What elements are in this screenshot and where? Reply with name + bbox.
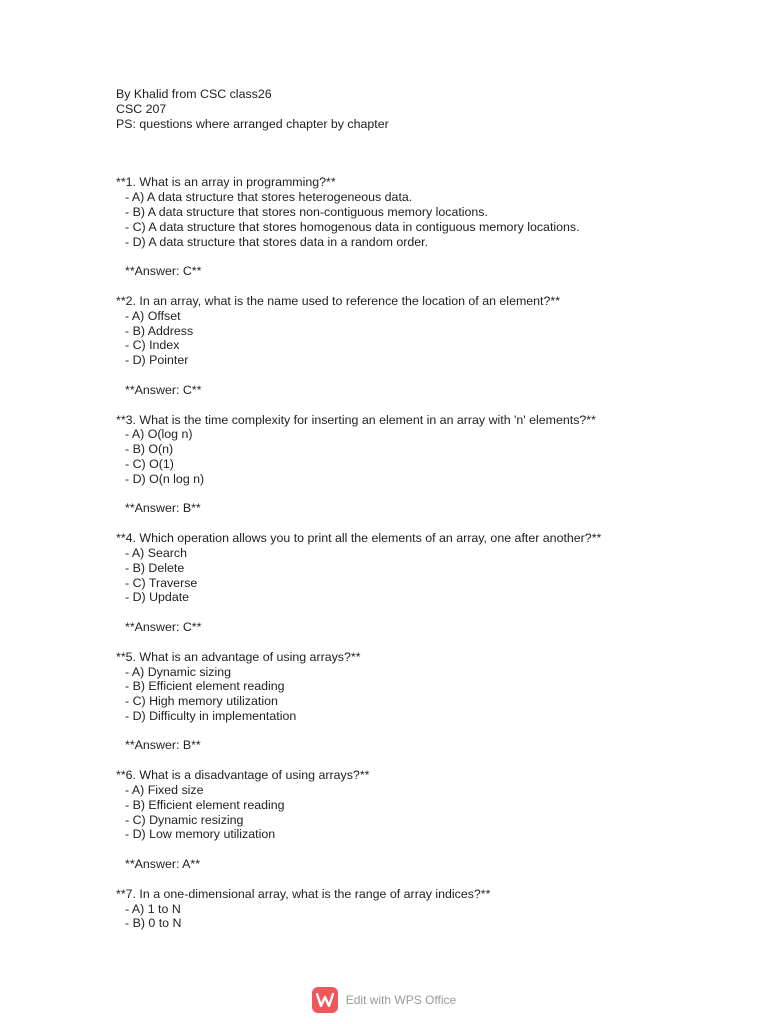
wps-w-glyph-icon [316,993,334,1007]
answer-option: - A) A data structure that stores heterogeneous data. [125,190,413,205]
answer-option: - C) Traverse [125,575,198,590]
course-line: CSC 207 [116,101,167,116]
question-text: **5. What is an advantage of using arrays?** [116,649,361,664]
question-block [116,650,736,754]
answer-option: - B) Efficient element reading [125,679,285,694]
question-block [116,175,736,279]
answer-option: - B) 0 to N [125,916,182,931]
question-text: **1. What is an array in programming?** [116,175,336,190]
answer-option: - A) Dynamic sizing [125,664,232,679]
answer-option: - D) A data structure that stores data in a random order. [125,234,429,249]
answer-option: - B) Efficient element reading [125,797,285,812]
answer-option: - D) Pointer [125,353,189,368]
answer-option: - C) Index [125,338,180,353]
question-list [116,175,736,931]
question-text: **3. What is the time complexity for inserting an element in an array with 'n' elements?** [116,412,596,427]
document-header [116,87,736,131]
answer-option: - D) O(n log n) [125,471,205,486]
question-block [116,413,736,517]
answer-option: - A) Fixed size [125,783,204,798]
wps-edit-banner[interactable] [0,987,768,1013]
answer-option: - C) Dynamic resizing [125,812,244,827]
answer-key: **Answer: B** [125,738,201,753]
question-block [116,768,736,872]
answer-key: **Answer: C** [125,382,202,397]
question-block [116,531,736,635]
answer-option: - B) Address [125,323,194,338]
answer-option: - A) O(log n) [125,427,193,442]
question-text: **2. In an array, what is the name used to reference the location of an element?** [116,293,561,308]
answer-option: - A) Offset [125,308,181,323]
answer-option: - A) Search [125,545,187,560]
note-line: PS: questions where arranged chapter by chapter [116,116,389,131]
document-page [116,87,736,946]
question-block [116,294,736,398]
answer-key: **Answer: B** [125,501,201,516]
wps-edit-label[interactable]: Edit with WPS Office [345,993,457,1007]
answer-key: **Answer: C** [125,264,202,279]
question-text: **7. In a one-dimensional array, what is the range of array indices?** [116,886,491,901]
question-text: **4. Which operation allows you to print all the elements of an array, one after another?** [116,531,602,546]
answer-option: - D) Difficulty in implementation [125,708,297,723]
answer-option: - D) Low memory utilization [125,827,276,842]
answer-option: - B) A data structure that stores non-contiguous memory locations. [125,204,488,219]
answer-option: - C) A data structure that stores homogenous data in contiguous memory locations. [125,219,580,234]
answer-option: - C) High memory utilization [125,694,278,709]
answer-option: - B) Delete [125,560,185,575]
answer-key: **Answer: A** [125,857,201,872]
question-text: **6. What is a disadvantage of using arrays?** [116,768,370,783]
answer-option: - D) Update [125,590,190,605]
author-line: By Khalid from CSC class26 [116,87,272,101]
answer-option: - C) O(1) [125,456,174,471]
answer-key: **Answer: C** [125,619,202,634]
answer-option: - B) O(n) [125,442,174,457]
answer-option: - A) 1 to N [125,901,181,916]
question-block [116,887,736,931]
wps-office-logo-icon [312,987,338,1013]
